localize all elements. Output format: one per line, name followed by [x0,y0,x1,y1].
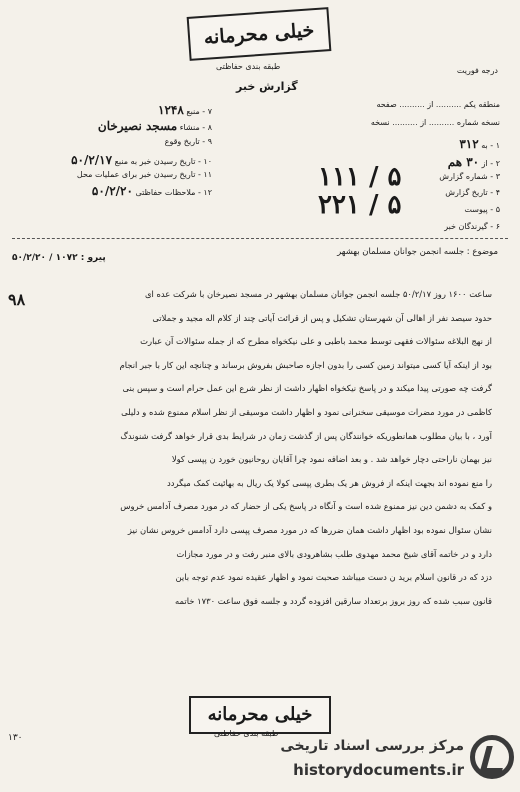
field-attachment: ۵ - پیوست [464,205,500,214]
report-title: گزارش خبر [236,80,298,93]
urgency-label: درجه فوریت [456,66,498,75]
body-line: حدود سیصد نفر از اهالی آن شهرستان تشکیل و پس از قرائت آیاتی چند از کلام اله مجید و جملاتی [152,312,492,323]
field-news-date: ۱۰ - تاریخ رسیدن خبر به منبع ۵۰/۲/۱۷ [71,153,212,167]
field-recipients: ۶ - گیرندگان خبر [444,222,500,231]
body-line: از نهج البلاغه سئوالات فقهی توسط محمد باطبی و علی نیکخواه مطرح که از جمله سئوالات آن عبارت [140,336,492,347]
archive-watermark [226,733,516,785]
body-line: آورد ، با بیان مطلوب همانطوریکه خوانندگان پس از گذشت زمان در شرایط بدی قرار خواهد گرفت شنوندگ [120,430,492,441]
field-region: منطقه یکم .......... از .......... صفحه [376,100,500,109]
divider [12,238,508,239]
classification-caption-bottom: طبقه بندی حفاظتی [214,729,279,738]
field-origin: ۸ - منشاء مسجد نصیرخان [97,119,212,133]
body-line: قانون سبب شده که روز بروز برتعداد سارقین افزوده گردد و جلسه فوق ساعت ۱۷۳۰ خاتمه [175,595,492,606]
field-occurrence-date: ۹ - تاریخ وقوع [164,137,212,146]
watermark-persian: مرکز بررسی اسناد تاریخی [280,738,464,754]
handwritten-numbers: ۱۱۱ / ۵ ۲۲۱ / ۵ [318,162,402,220]
body-line: کاظمی در مورد مضرات موسیقی سخنرانی نمود و اظهار داشت موسیقی از نظر اسلام ممنوع شده و دلیلی [121,406,492,417]
body-line: دزد که در قانون اسلام برید ن دست میباشد صحبت نمود و اظهار عقیده نمود عدم توجه باین [175,572,492,583]
watermark-url: historydocuments.ir [293,761,464,779]
report-body [22,283,492,613]
field-operation-date: ۱۱ - تاریخ رسیدن خبر برای عملیات محل [76,170,212,179]
field-to: ۱ - به ۳۱۲ [459,137,500,151]
field-security-notes: ۱۲ - ملاحظات حفاظتی ۵۰/۲/۲۰ [91,184,212,198]
body-line: گرفت چه صورتی پیدا میکند و در پاسخ نیکخواه اظهار داشت از نظر شرع این عمل حرام است و سپس بنی [122,383,492,394]
page-number: ۱۳۰ [8,733,23,743]
classification-stamp-bottom: خیلی محرمانه [189,696,331,734]
field-from: ۲ - از ۳۰ هم [447,155,500,169]
body-line: و کمک به دشمن دین نیز ممنوع شده است و آنگاه در پاسخ یکی از حضار که در مورد مصرف آدامس خروس [120,501,492,512]
margin-number: ۹۸ [8,290,26,309]
body-line: نشان سئوال نموده بود اظهار داشت همان ضررها که در مورد مصرف پپسی دارد آدامس خروس نشان نیز [127,524,492,535]
field-report-number: ۳ - شماره گزارش [439,172,500,181]
field-source: ۷ - منبع ۱۲۴۸ [158,103,212,117]
subject-line: موضوع : جلسه انجمن جوانان مسلمان بهشهر [337,247,498,257]
field-report-date: ۴ - تاریخ گزارش [445,188,500,197]
reference-line: پیرو : ۱۰۷۲ / ۵۰/۲/۲۰ [12,253,106,263]
body-line: بود از اینکه آیا کسی میتواند زمین کسی را بدون اجازه صاحبش بفروش برساند و چنانچه این کار با جبر انجام [119,359,492,370]
classification-caption-top: طبقه بندی حفاظتی [216,62,281,71]
classification-stamp-top: خیلی محرمانه [187,7,332,61]
body-line: دارد و در خاتمه آقای شیخ محمد مهدوی طلب بشاهرودی بالای منبر رفت و در مورد مجازات [176,548,492,559]
body-line: ساعت ۱۶۰۰ روز ۵۰/۲/۱۷ جلسه انجمن جوانان مسلمان بهشهر در مسجد نصیرخان با شرکت عده ای [144,289,492,299]
body-line: را منع نموده اند بجهت اینکه از فروش هر یک بطری پپسی کولا یک ریال به بهائیت کمک میگردد [167,477,492,488]
body-line: نیز بهمان ناراحتی دچار خواهد شد . و بعد اضافه نمود چرا آقایان روحانیون خورد ن پپسی کولا [171,454,492,465]
archive-logo-icon [470,735,514,779]
field-copy-number: نسخه شماره .......... از .......... نسخه [370,118,500,127]
